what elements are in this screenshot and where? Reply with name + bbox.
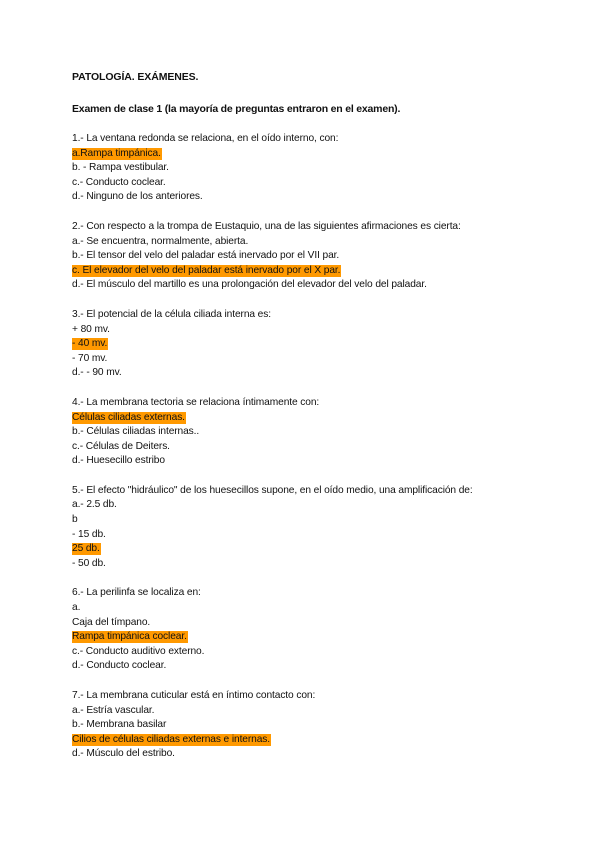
answer-option-text: d.- Músculo del estribo. — [72, 748, 175, 760]
answer-option-text: d.- Ninguno de los anteriores. — [72, 191, 203, 203]
answer-option — [72, 601, 542, 616]
answer-option-text: Células ciliadas externas. — [72, 411, 185, 423]
answer-option-text: 25 db. — [72, 543, 100, 555]
answer-option-text: c.- Conducto coclear. — [72, 176, 166, 188]
answer-option — [72, 498, 542, 513]
document-title: PATOLOGÍA. EXÁMENES. — [72, 71, 199, 83]
question-6 — [72, 586, 542, 674]
answer-option-text: c. El elevador del velo del paladar está inervado por el X par. — [72, 264, 341, 276]
answer-option — [72, 235, 542, 250]
document-subtitle: Examen de clase 1 (la mayoría de preguntas entraron en el examen). — [72, 103, 401, 115]
answer-option — [72, 645, 542, 660]
answer-option-text: Caja del tímpano. — [72, 616, 151, 628]
answer-option — [72, 425, 542, 440]
answer-option — [72, 249, 542, 264]
question-text: 6.- La perilinfa se localiza en: — [72, 587, 201, 599]
answer-option-correct — [72, 337, 542, 352]
answer-option — [72, 352, 542, 367]
answer-option-text: d.- Conducto coclear. — [72, 660, 167, 672]
answer-option-text: - 70 mv. — [72, 352, 108, 364]
answer-option — [72, 616, 542, 631]
answer-option-text: b.- Células ciliadas internas.. — [72, 426, 200, 438]
question-text: 7.- La membrana cuticular está en íntimo contacto con: — [72, 690, 316, 701]
question-text: 2.- Con respecto a la trompa de Eustaquio, una de las siguientes afirmaciones es cierta: — [72, 220, 461, 232]
answer-option-text: d.- El músculo del martillo es una prolongación del elevador del velo del paladar. — [72, 279, 427, 291]
answer-option — [72, 190, 542, 205]
answer-option-text: b — [72, 514, 78, 526]
questions-list — [72, 132, 542, 762]
answer-option-correct — [72, 542, 542, 557]
question-text: 1.- La ventana redonda se relaciona, en el oído interno, con: — [72, 133, 339, 144]
question-7 — [72, 689, 542, 762]
answer-option — [72, 176, 542, 191]
answer-option-text: d.- - 90 mv. — [72, 367, 122, 379]
answer-option — [72, 323, 542, 338]
question-1 — [72, 132, 542, 205]
answer-option-correct — [72, 630, 542, 645]
answer-option — [72, 704, 542, 719]
question-text: 3.- El potencial de la célula ciliada interna es: — [72, 308, 271, 320]
question-2 — [72, 220, 542, 293]
answer-option — [72, 747, 542, 762]
answer-option-text: Cilios de células ciliadas externas e internas. — [72, 733, 271, 745]
answer-option — [72, 557, 542, 572]
answer-option-text: a.- 2.5 db. — [72, 499, 117, 511]
answer-option-text: a. — [72, 602, 81, 614]
answer-option — [72, 366, 542, 381]
answer-option — [72, 454, 542, 469]
answer-option — [72, 718, 542, 733]
document-page — [72, 70, 542, 777]
question-5 — [72, 484, 542, 572]
answer-option-text: - 15 db. — [72, 528, 106, 540]
question-4 — [72, 396, 542, 469]
answer-option-text: c.- Células de Deiters. — [72, 440, 170, 452]
answer-option-correct — [72, 411, 542, 426]
answer-option — [72, 278, 542, 293]
answer-option-text: b.- El tensor del velo del paladar está inervado por el VII par. — [72, 250, 340, 262]
answer-option-text: + 80 mv. — [72, 323, 110, 335]
answer-option-text: a.- Estría vascular. — [72, 704, 155, 716]
answer-option — [72, 161, 542, 176]
answer-option-text: d.- Huesecillo estribo — [72, 455, 165, 467]
answer-option-correct — [72, 733, 542, 748]
answer-option-text: a.- Se encuentra, normalmente, abierta. — [72, 235, 249, 247]
answer-option-text: c.- Conducto auditivo externo. — [72, 645, 205, 657]
answer-option — [72, 659, 542, 674]
answer-option-text: - 50 db. — [72, 557, 106, 569]
answer-option — [72, 513, 542, 528]
answer-option-text: a.Rampa timpánica. — [72, 147, 161, 159]
answer-option-text: b. - Rampa vestibular. — [72, 162, 169, 174]
answer-option-correct — [72, 264, 542, 279]
question-3 — [72, 308, 542, 381]
question-text: 4.- La membrana tectoria se relaciona íntimamente con: — [72, 396, 320, 408]
answer-option-text: - 40 mv. — [72, 338, 108, 350]
answer-option — [72, 528, 542, 543]
answer-option-correct — [72, 147, 542, 162]
answer-option — [72, 440, 542, 455]
question-text: 5.- El efecto "hidráulico" de los huesecillos supone, en el oído medio, una amplificación de: — [72, 484, 473, 496]
answer-option-text: Rampa timpánica coclear. — [72, 631, 187, 643]
answer-option-text: b.- Membrana basilar — [72, 719, 167, 731]
